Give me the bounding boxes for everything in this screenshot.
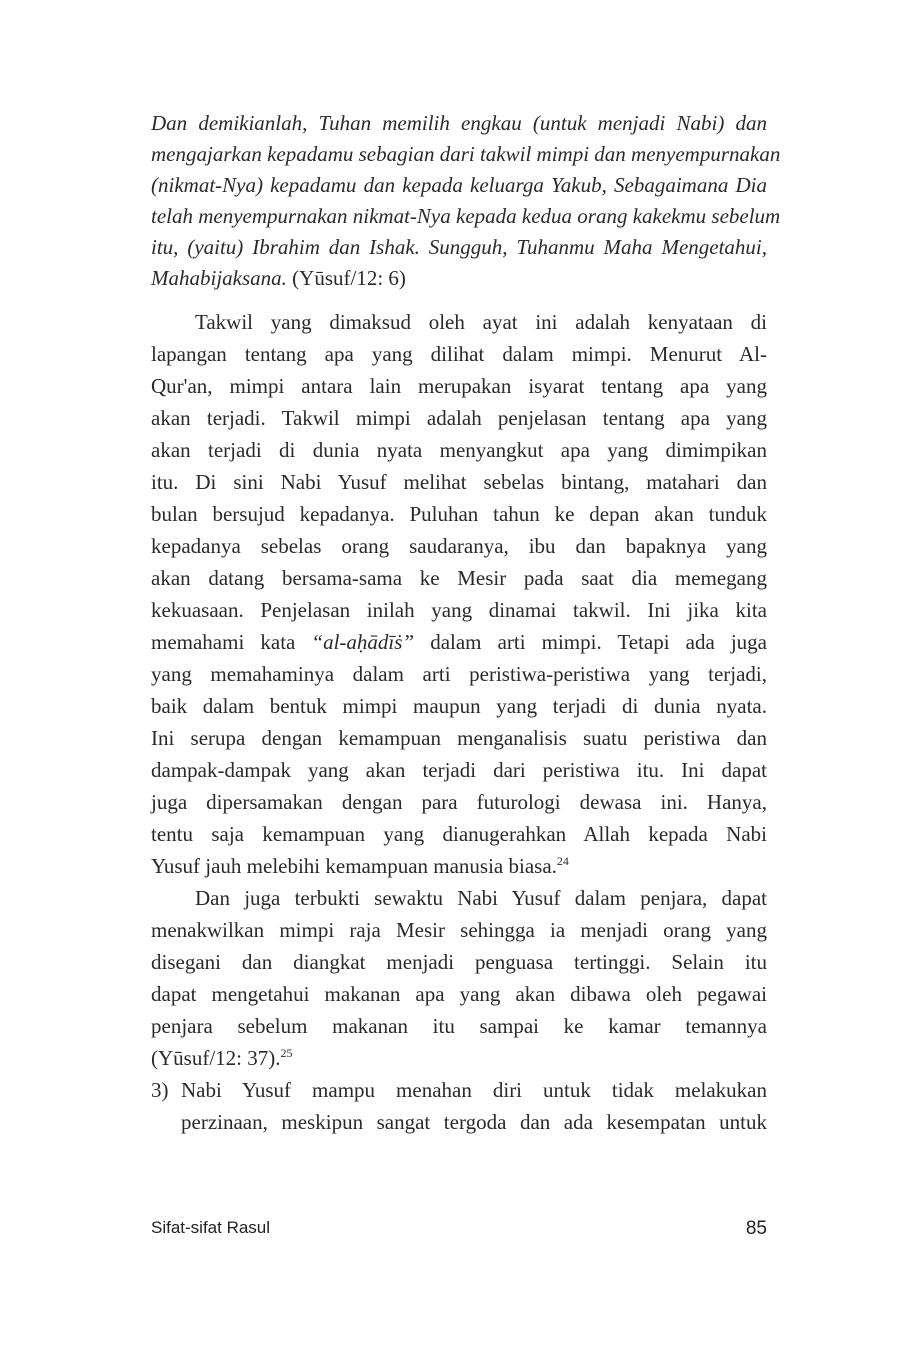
quote-last-line: [151, 263, 767, 294]
quote-line: telah menyempurnakan nikmat-Nya kepada kedua orang kakekmu sebelum: [151, 204, 781, 228]
paragraph-1-line: itu. Di sini Nabi Yusuf melihat sebelas bintang, matahari dan: [151, 470, 767, 494]
quote-citation: (Yūsuf/12: 6): [292, 266, 406, 290]
running-footer-title: Sifat-sifat Rasul: [151, 1218, 271, 1237]
term-al-ahadits: “al-aḥādīṡ”: [311, 630, 415, 654]
quran-quote: [151, 108, 781, 294]
paragraph-1-last-line: [151, 850, 767, 882]
term-after: dalam arti mimpi. Tetapi ada juga: [414, 630, 767, 654]
paragraph-1-line: tentu saja kemampuan yang dianugerahkan Allah kepada Nabi: [151, 822, 767, 846]
footnote-ref-24: 24: [556, 854, 569, 868]
paragraph-2-line: (Yūsuf/12: 37).: [151, 1046, 281, 1070]
paragraph-1-line: Ini serupa dengan kemampuan menganalisis suatu peristiwa dan: [151, 726, 767, 750]
paragraph-1-line: baik dalam bentuk mimpi maupun yang terjadi di dunia nyata.: [151, 694, 767, 718]
paragraph-1-line: akan datang bersama-sama ke Mesir pada saat dia memegang: [151, 566, 767, 590]
page-number: 85: [745, 1218, 767, 1239]
paragraph-2-line: disegani dan diangkat menjadi penguasa tertinggi. Selain itu: [151, 950, 767, 974]
quote-line: Dan demikianlah, Tuhan memilih engkau (untuk menjadi Nabi) dan: [151, 111, 767, 135]
paragraph-1-line: akan terjadi. Takwil mimpi adalah penjelasan tentang apa yang: [151, 406, 767, 430]
list-item-line: perzinaan, meskipun sangat tergoda dan ada kesempatan untuk: [181, 1110, 767, 1134]
quote-line: Mahabijaksana.: [151, 266, 287, 290]
paragraph-1-line: akan terjadi di dunia nyata menyangkut apa yang dimimpikan: [151, 438, 767, 462]
list-item-text: Nabi Yusuf mampu menahan diri untuk tidak melakukan: [181, 1078, 767, 1102]
paragraph-1-line: Takwil yang dimaksud oleh ayat ini adalah kenyataan di: [195, 310, 767, 334]
quote-line: mengajarkan kepadamu sebagian dari takwil mimpi dan menyempurnakan: [151, 142, 781, 166]
paragraph-2-last-line: [151, 1042, 767, 1074]
paragraph-2-line: penjara sebelum makanan itu sampai ke kamar temannya: [151, 1014, 767, 1038]
paragraph-1-line: bulan bersujud kepadanya. Puluhan tahun ke depan akan tunduk: [151, 502, 767, 526]
body-text: [151, 306, 767, 1138]
term-before: memahami kata: [151, 630, 312, 654]
paragraph-1-line: dampak-dampak yang akan terjadi dari peristiwa itu. Ini dapat: [151, 758, 767, 782]
paragraph-2-line: menakwilkan mimpi raja Mesir sehingga ia menjadi orang yang: [151, 918, 767, 942]
paragraph-1-line-term: [151, 626, 767, 658]
quote-line: itu, (yaitu) Ibrahim dan Ishak. Sungguh, Tuhanmu Maha Mengetahui,: [151, 235, 767, 259]
footnote-ref-25: 25: [280, 1046, 293, 1060]
paragraph-2-line: dapat mengetahui makanan apa yang akan dibawa oleh pegawai: [151, 982, 767, 1006]
paragraph-1-line: juga dipersamakan dengan para futurologi dewasa ini. Hanya,: [151, 790, 767, 814]
quote-line: (nikmat-Nya) kepadamu dan kepada keluarga Yakub, Sebagaimana Dia: [151, 173, 767, 197]
paragraph-1-line: Qur'an, mimpi antara lain merupakan isyarat tentang apa yang: [151, 374, 767, 398]
list-number: 3): [151, 1078, 169, 1102]
paragraph-1-line: yang memahaminya dalam arti peristiwa-peristiwa yang terjadi,: [151, 662, 767, 686]
paragraph-1-line: kekuasaan. Penjelasan inilah yang dinamai takwil. Ini jika kita: [151, 598, 767, 622]
list-item-3: [151, 1074, 767, 1106]
paragraph-1-line: lapangan tentang apa yang dilihat dalam mimpi. Menurut Al-: [151, 342, 767, 366]
paragraph-2-line: Dan juga terbukti sewaktu Nabi Yusuf dalam penjara, dapat: [195, 886, 767, 910]
paragraph-1-line: Yusuf jauh melebihi kemampuan manusia biasa.: [151, 854, 557, 878]
paragraph-1-line: kepadanya sebelas orang saudaranya, ibu dan bapaknya yang: [151, 534, 767, 558]
